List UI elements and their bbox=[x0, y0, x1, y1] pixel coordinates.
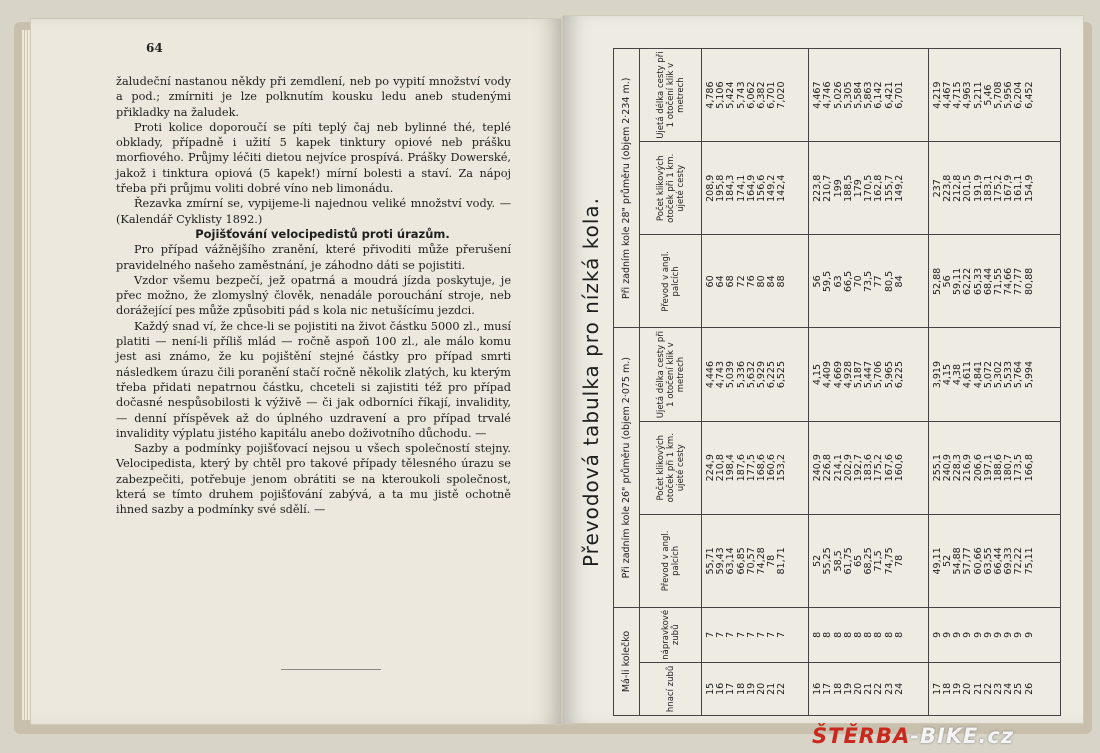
page-number: 64 bbox=[146, 41, 163, 55]
header-dist-26: Ujetá délka cesty při 1 otočení klik v metrech bbox=[640, 328, 702, 421]
table-cell-a-gear: 52 55,25 58,5 61,75 65 68,25 71,5 74,75 78 bbox=[809, 514, 929, 607]
table-cell-a-gear: 55,71 59,43 63,14 66,85 70,57 74,28 78 81,71 bbox=[702, 514, 809, 607]
table-cell-rear: 9 9 9 9 9 9 9 9 9 9 bbox=[928, 607, 1060, 662]
table-cell-b-rev: 223,8 210,7 199 188,5 179 170,5 162,8 155,7 149,2 bbox=[809, 142, 929, 235]
section-heading: Pojišťování velocipedistů proti úrazům. bbox=[195, 226, 450, 241]
table-cell-a-dist: 3,919 4,15 4,38 4,611 4,841 5,072 5,302 5,533 5,764 5,994 bbox=[928, 328, 1060, 421]
table-cell-a-rev: 255,1 240,9 228,3 216,9 206,6 197,1 188,6 180,7 173,5 166,8 bbox=[928, 421, 1060, 514]
table-cell-b-rev: 237 223,8 212,8 201,5 191,9 183,1 175,2 167,9 161,1 154,9 bbox=[928, 142, 1060, 235]
paragraph: Pro případ vážnějšího zranění, které přivoditi může přerušení pravidelného našeho zaměstnání, je záhodno dáti se pojistiti. bbox=[116, 243, 511, 272]
table-cell-b-gear: 56 59,5 63 66,5 70 73,5 77 80,5 84 bbox=[809, 235, 929, 328]
left-page-text bbox=[116, 74, 511, 518]
header-rev-28: Počet klikových otoček při 1 km. ujeté cesty bbox=[640, 142, 702, 235]
gear-table-area bbox=[575, 48, 1067, 716]
table-cell-b-gear: 60 64 68 72 76 80 84 88 bbox=[702, 235, 809, 328]
watermark-part2: -BIKE.cz bbox=[910, 724, 1015, 748]
table-cell-b-dist: 4,467 4,746 5,026 5,305 5,584 5,863 6,142 6,421 6,701 bbox=[809, 49, 929, 142]
header-gear-28: Převod v angl. palcích bbox=[640, 235, 702, 328]
table-cell-a-dist: 4,15 4,409 4,669 4,928 5,187 5,447 5,706 5,965 6,225 bbox=[809, 328, 929, 421]
rotated-table bbox=[575, 48, 1067, 716]
table-cell-b-rev: 208,9 195,8 184,3 174,1 164,9 156,6 149,2 142,4 bbox=[702, 142, 809, 235]
paragraph: Proti kolice doporoučí se píti teplý čaj neb bylinné thé, teplé obklady, případně i užití 5 kapek tinktury opiové neb prášku morfiového. Průjmy léčiti dietou nejvíce prospívá. Prášky Dowerské, jakož i tinktura opiová (5 kapek!) mírní bolesti a staví. Za nápoj třeba při průjmu voliti dobré víno neb limonádu. bbox=[116, 120, 511, 196]
table-row bbox=[702, 49, 809, 716]
left-page bbox=[30, 18, 562, 725]
paragraph: Vzdor všemu bezpečí, jež opatrná a moudrá jízda poskytuje, je přec možno, že zlomyslný člověk, nenadále porouchání stroje, neb dorážející pes může způsobiti pád s kola nic netušícímu jezdci. bbox=[116, 273, 511, 318]
table-cell-front: 15 16 17 18 19 20 21 22 bbox=[702, 662, 809, 715]
gear-table bbox=[613, 48, 1061, 716]
table-cell-a-dist: 4,446 4,743 5,039 5,336 5,632 5,929 6,225 6,525 bbox=[702, 328, 809, 421]
table-cell-a-gear: 49,11 52 54,88 57,77 60,66 63,55 66,44 69,33 72,22 75,11 bbox=[928, 514, 1060, 607]
paragraph: Řezavka zmírní se, vypijeme-li najednou veliké množství vody. — (Kalendář Cyklisty 1892.) bbox=[116, 197, 511, 226]
header-wheel-28: Při zadním kole 28" průměru (objem 2·234 m.) bbox=[614, 49, 640, 328]
table-cell-rear: 7 7 7 7 7 7 7 7 bbox=[702, 607, 809, 662]
paragraph: žaludeční nastanou někdy při zemdlení, neb po vypití množství vody a pod.; zmírniti je lze polknutím kousku ledu aneb studenými přikladky na žaludek. bbox=[116, 75, 511, 119]
table-cell-b-gear: 52,88 56 59,11 62,22 65,33 68,44 71,55 74,66 77,77 80,88 bbox=[928, 235, 1060, 328]
paragraph: Každý snad ví, že chce-li se pojistiti na život částku 5000 zl., musí platiti — není-li příliš mlád — ročně aspoň 100 zl., ale málo komu jest asi známo, že ku pojištění stejné částky pro případ smrti následkem úrazu čili poranění stačí ročně několik zlatých, ku kterým třeba přidati nepatrnou částku, chceteli si zajistiti též pro případ dočasné nespůsobilosti k výživě — či jak odborníci říkají, invalidity, — denní příspěvek až do úplného uzdravení a pro případ trvalé invalidity výplatu jistého kapitálu anebo doživotního důchodu. — bbox=[116, 319, 512, 440]
table-cell-a-rev: 224,9 210,8 198,4 187,6 177,5 168,6 160,6 153,2 bbox=[702, 421, 809, 514]
table-cell-b-dist: 4,786 5,106 5,424 5,743 6,062 6,382 6,701 7,020 bbox=[702, 49, 809, 142]
table-cell-b-dist: 4,219 4,467 4,715 4,963 5,211 5,46 5,708 5,956 6,204 6,452 bbox=[928, 49, 1060, 142]
table-title: Převodová tabulka pro nízká kola. bbox=[579, 196, 603, 568]
header-gear-26: Převod v angl. palcích bbox=[640, 514, 702, 607]
header-dist-28: Ujetá délka cesty při 1 otočení klik v metrech bbox=[640, 49, 702, 142]
watermark-part1: ŠTĚRBA bbox=[812, 724, 911, 748]
header-rear-teeth: nápravkové zubů bbox=[640, 607, 702, 662]
table-cell-a-rev: 240,9 226,8 214,1 202,9 192,7 183,6 175,2 167,6 160,6 bbox=[809, 421, 929, 514]
header-wheel-26: Při zadním kole 26" průměru (objem 2·075 m.) bbox=[614, 328, 640, 607]
table-cell-front: 17 18 19 20 21 22 23 24 25 26 bbox=[928, 662, 1060, 715]
header-rev-26: Počet klikových otoček při 1 km. ujeté cesty bbox=[640, 421, 702, 514]
header-front-teeth: hnací zubů bbox=[640, 662, 702, 715]
end-rule bbox=[281, 669, 381, 670]
table-row bbox=[809, 49, 929, 716]
gear-table-body bbox=[702, 49, 1061, 716]
paragraph: Sazby a podmínky pojišťovací nejsou u všech společností stejny. Velocipedista, který by chtěl pro takové případy tělesného úrazu se zabezpečiti, potřebuje jenom obrátiti se na kteroukoli společnost, která se tímto druhem pojišťování zabývá, a ta mu jistě ochotně ihned sazby a podmínky své sdělí. — bbox=[116, 442, 511, 517]
watermark-logo bbox=[812, 724, 1014, 748]
header-group-sprocket: Má-li kolečko bbox=[614, 607, 640, 715]
table-cell-front: 16 17 18 19 20 21 22 23 24 bbox=[809, 662, 929, 715]
table-cell-rear: 8 8 8 8 8 8 8 8 8 bbox=[809, 607, 929, 662]
table-row bbox=[928, 49, 1060, 716]
